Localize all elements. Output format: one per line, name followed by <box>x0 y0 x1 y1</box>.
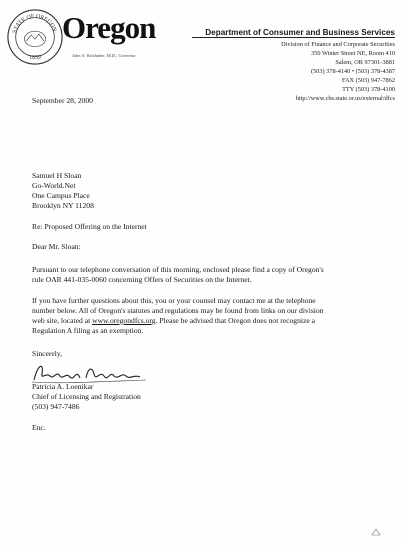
header-divider <box>192 37 395 38</box>
paragraph-line: web site, located at www.oregondfcs.org. Please be advised that Oregon does not recognize a <box>32 316 315 325</box>
address-line: Salem, OR 97301-3881 <box>335 59 395 66</box>
website-line: http://www.cbs.state.or.us/external/dfcs <box>295 95 395 102</box>
state-seal-icon <box>6 8 64 66</box>
recycle-mark-icon <box>370 527 382 537</box>
brand-wordmark: Oregon <box>62 10 156 45</box>
paragraph-line: Pursuant to our telephone conversation of this morning, enclosed please find a copy of Oregon's <box>32 265 324 274</box>
division-website-link[interactable]: www.oregondfcs.org <box>92 316 156 325</box>
paragraph-line: number below. All of Oregon's statutes and regulations may be found from links on our division <box>32 306 324 315</box>
paragraph-line: Regulation A filing as an exemption. <box>32 326 144 335</box>
address-line: Division of Finance and Corporate Securities <box>281 41 395 48</box>
letter-date: September 28, 2000 <box>32 96 93 105</box>
address-line: 350 Winter Street NE, Room 410 <box>311 50 395 57</box>
recipient-line: Brooklyn NY 11208 <box>32 201 94 210</box>
paragraph-line: rule OAR 441-035-0060 concerning Offers of Securities on the Internet. <box>32 275 252 284</box>
recipient-line: Go-World.Net <box>32 181 76 190</box>
paragraph-line: If you have further questions about this, you or your counsel may contact me at the telephone <box>32 296 316 305</box>
fax-line: FAX (503) 947-7862 <box>341 77 395 84</box>
governor-line: John A. Kitzhaber, M.D., Governor <box>72 53 136 58</box>
recipient-line: Samuel H Sloan <box>32 171 82 180</box>
subject-line: Re: Proposed Offering on the Internet <box>32 222 147 231</box>
signer-phone: (503) 947-7486 <box>32 402 80 411</box>
signer-title: Chief of Licensing and Registration <box>32 392 141 401</box>
svg-text:STATE OF OREGON: STATE OF OREGON <box>12 13 58 34</box>
phone-line: (503) 378-4140 • (503) 378-4387 <box>310 68 395 75</box>
enclosure-note: Enc. <box>32 423 46 432</box>
recipient-line: One Campus Place <box>32 191 90 200</box>
signer-name: Patricia A. Loenikar <box>32 382 94 391</box>
salutation: Dear Mr. Sloan: <box>32 242 81 251</box>
department-title: Department of Consumer and Business Services <box>205 28 395 37</box>
closing: Sincerely, <box>32 349 63 358</box>
svg-text:1859: 1859 <box>29 55 41 62</box>
tty-line: TTY (503) 378-4100 <box>342 86 395 93</box>
